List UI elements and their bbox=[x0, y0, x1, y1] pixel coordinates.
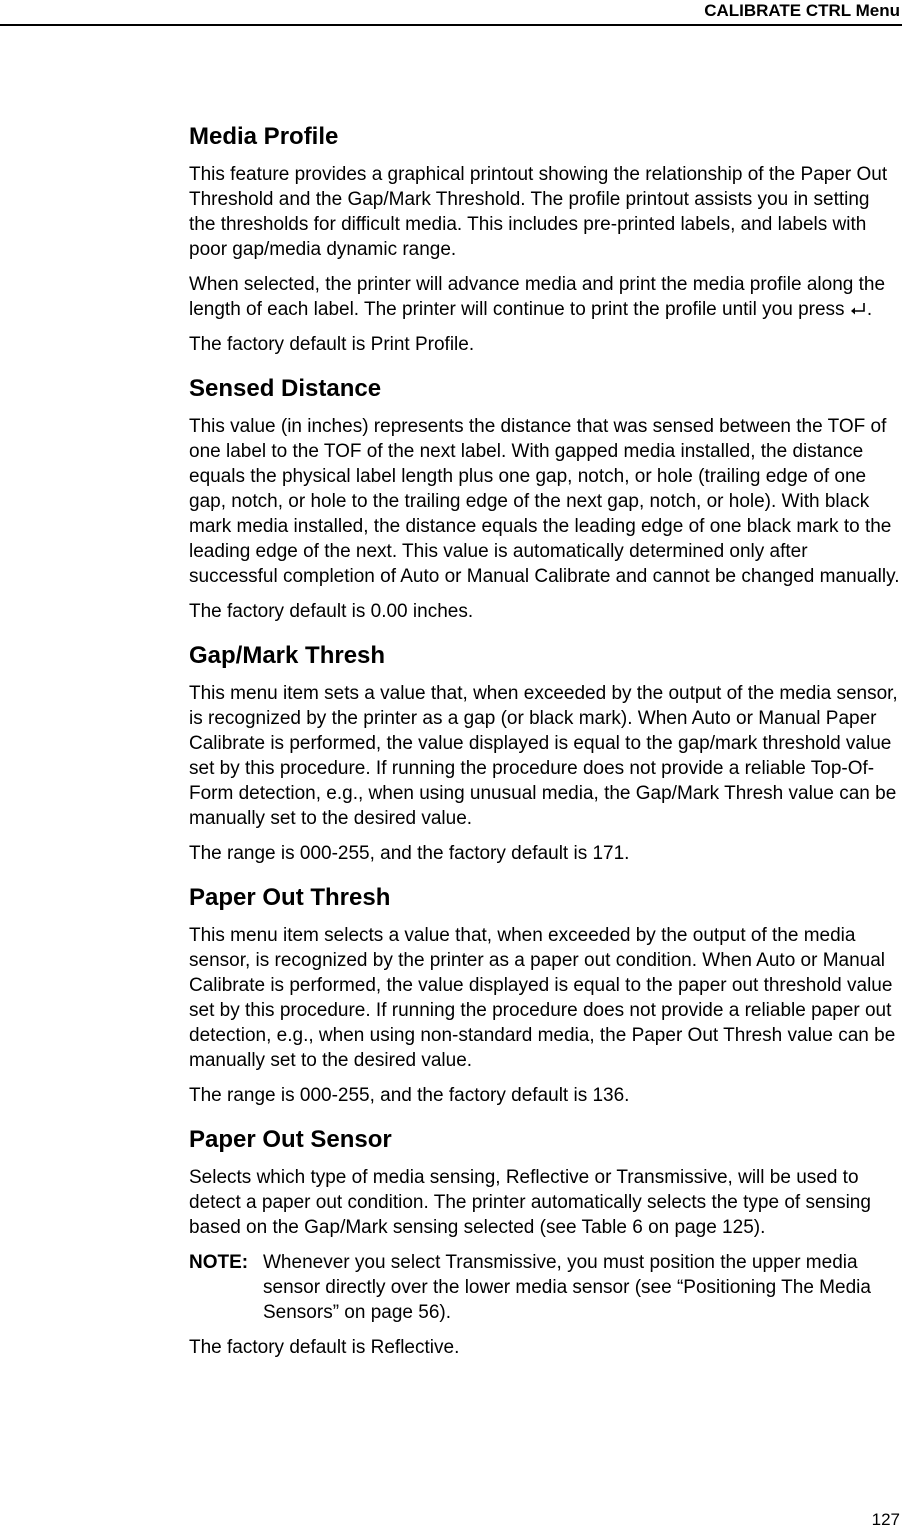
paragraph: This menu item selects a value that, when exceeded by the output of the media sensor, is recognized by the printer as a paper out condition. When Auto or Manual Calibrate is performed, the value displayed is equal to the paper out threshold value set by this procedure. If running the procedure does not provide a reliable paper out detection, e.g., when using non-standard media, the Paper Out Thresh value can be manually set to the desired value. bbox=[189, 925, 896, 1071]
paragraph: The factory default is Print Profile. bbox=[189, 334, 475, 355]
running-header-title: CALIBRATE CTRL Menu bbox=[704, 1, 900, 20]
paragraph: The factory default is Reflective. bbox=[189, 1337, 460, 1358]
paragraph: Selects which type of media sensing, Reflective or Transmissive, will be used to detect a paper out condition. The printer automatically selects the type of sensing based on the Gap/Mark sensing selected (see Table 6 on page 125). bbox=[189, 1167, 871, 1238]
section-heading: Gap/Mark Thresh bbox=[189, 642, 386, 669]
paragraph bbox=[189, 272, 901, 322]
section-heading: Paper Out Sensor bbox=[189, 1126, 392, 1153]
section-gap-mark-thresh bbox=[189, 641, 901, 866]
paragraph: This menu item sets a value that, when exceeded by the output of the media sensor, is recognized by the printer as a gap (or black mark). When Auto or Manual Paper Calibrate is performed, the value displayed is equal to the gap/mark threshold value set by this procedure. If running the procedure does not provide a reliable Top-Of-Form detection, e.g., when using unusual media, the Gap/Mark Thresh value can be manually set to the desired value. bbox=[189, 683, 898, 829]
section-heading: Media Profile bbox=[189, 123, 339, 150]
paragraph: The range is 000-255, and the factory default is 171. bbox=[189, 843, 630, 864]
paragraph: The factory default is 0.00 inches. bbox=[189, 601, 474, 622]
note bbox=[189, 1250, 901, 1325]
paragraph: The range is 000-255, and the factory default is 136. bbox=[189, 1085, 630, 1106]
paragraph: This feature provides a graphical printout showing the relationship of the Paper Out Threshold and the Gap/Mark Threshold. The profile printout assists you in setting the thresholds for difficult media. This includes pre-printed labels, and labels with poor gap/media dynamic range. bbox=[189, 164, 888, 260]
paragraph-text: When selected, the printer will advance media and print the media profile along the length of each label. The printer will continue to print the profile until you press bbox=[189, 274, 886, 320]
section-heading: Paper Out Thresh bbox=[189, 884, 391, 911]
note-text: Whenever you select Transmissive, you must position the upper media sensor directly over the lower media sensor (see “Positioning The Media Sensors” on page 56). bbox=[263, 1252, 871, 1323]
page-number: 127 bbox=[871, 1510, 900, 1529]
enter-key-icon bbox=[850, 298, 867, 312]
paragraph: This value (in inches) represents the distance that was sensed between the TOF of one label to the TOF of the next label. With gapped media installed, the distance equals the physical label length plus one gap, notch, or hole (trailing edge of one gap, notch, or hole to the trailing edge of the next gap, notch, or hole). With black mark media installed, the distance equals the leading edge of one black mark to the leading edge of the next. This value is automatically determined only after successful completion of Auto or Manual Calibrate and cannot be changed manually. bbox=[189, 416, 900, 587]
note-label: NOTE: bbox=[189, 1252, 249, 1273]
section-paper-out-thresh bbox=[189, 883, 901, 1108]
sentence-end: . bbox=[866, 299, 873, 320]
section-heading: Sensed Distance bbox=[189, 375, 382, 402]
running-header bbox=[0, 0, 902, 26]
section-sensed-distance bbox=[189, 374, 901, 624]
page-content bbox=[189, 122, 901, 1377]
section-paper-out-sensor bbox=[189, 1125, 901, 1360]
section-media-profile bbox=[189, 122, 901, 357]
